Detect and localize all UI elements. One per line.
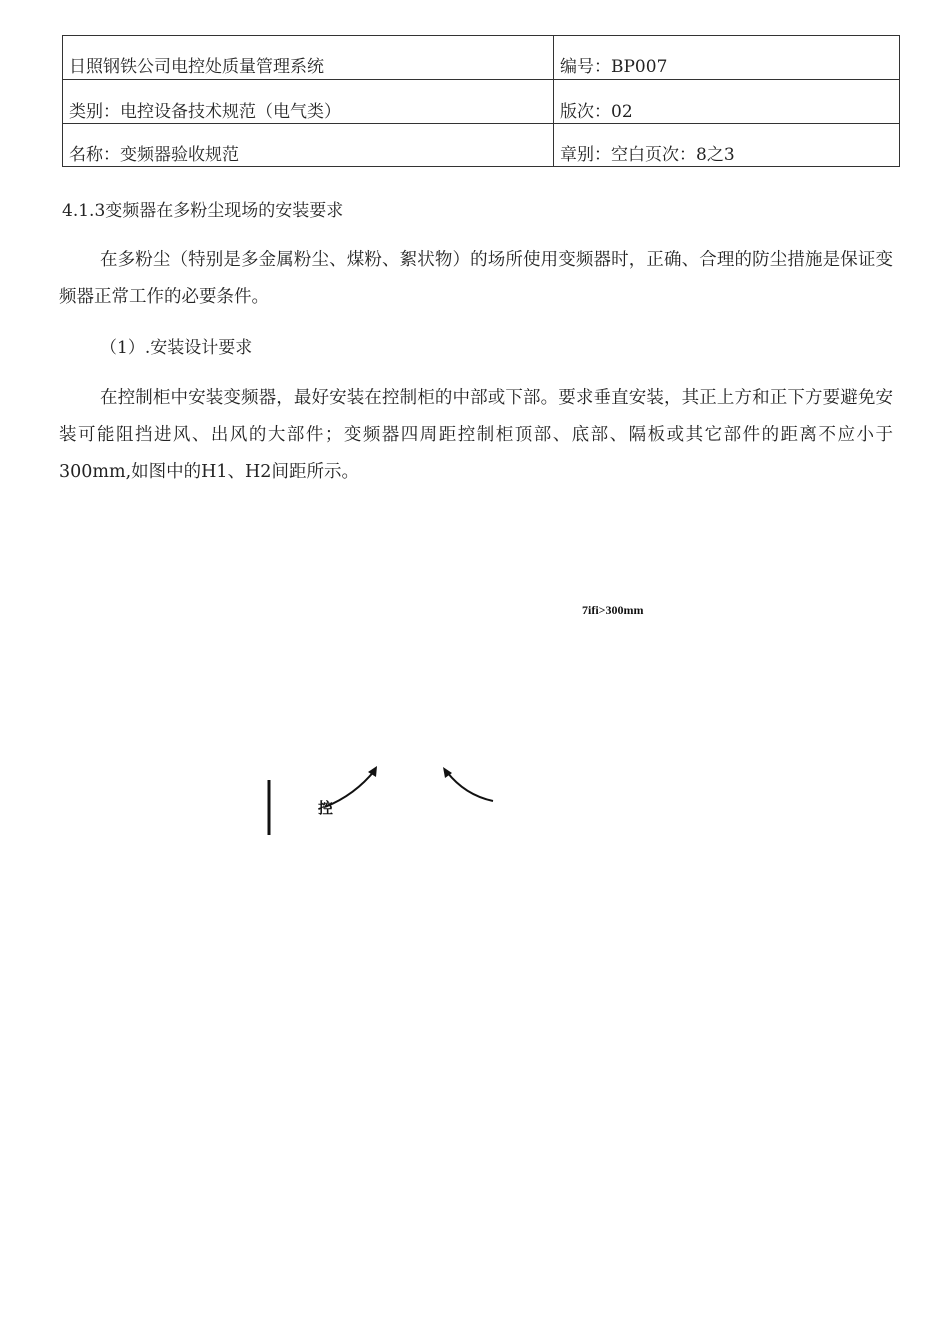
airflow-diagram [250, 750, 510, 850]
paragraph-dust-measures: 在多粉尘（特别是多金属粉尘、煤粉、絮状物）的场所使用变频器时，正确、合理的防尘措施是保证变频器正常工作的必要条件。 [59, 250, 893, 307]
cabinet-label: 控 [318, 799, 334, 817]
sub-heading-design-requirements: （1）.安装设计要求 [100, 338, 253, 358]
air-outlet-arrow [443, 767, 493, 801]
header-row-1 [63, 36, 899, 80]
doc-category: 类别：电控设备技术规范（电气类） [69, 102, 341, 122]
doc-number: 编号：BP007 [560, 57, 668, 77]
document-header-table [62, 35, 900, 167]
doc-name: 名称：变频器验收规范 [69, 145, 239, 165]
header-row-2 [63, 80, 899, 124]
paragraph-installation-position: 在控制柜中安装变频器，最好安装在控制柜的中部或下部。要求垂直安装，其正上方和正下方要避免安装可能阻挡进风、出风的大部件；变频器四周距控制柜顶部、底部、隔板或其它部件的距离不应小于300mm,如图中的H1、H2间距所示。 [59, 388, 893, 482]
header-row-3 [63, 123, 899, 167]
section-heading: 4.1.3变频器在多粉尘现场的安装要求 [62, 201, 344, 221]
figure-dimension-label: 7ifi>300mm [582, 603, 644, 617]
system-title: 日照钢铁公司电控处质量管理系统 [69, 57, 324, 77]
doc-chapter: 章别：空白页次：8之3 [560, 145, 735, 165]
doc-edition: 版次：02 [560, 102, 633, 122]
